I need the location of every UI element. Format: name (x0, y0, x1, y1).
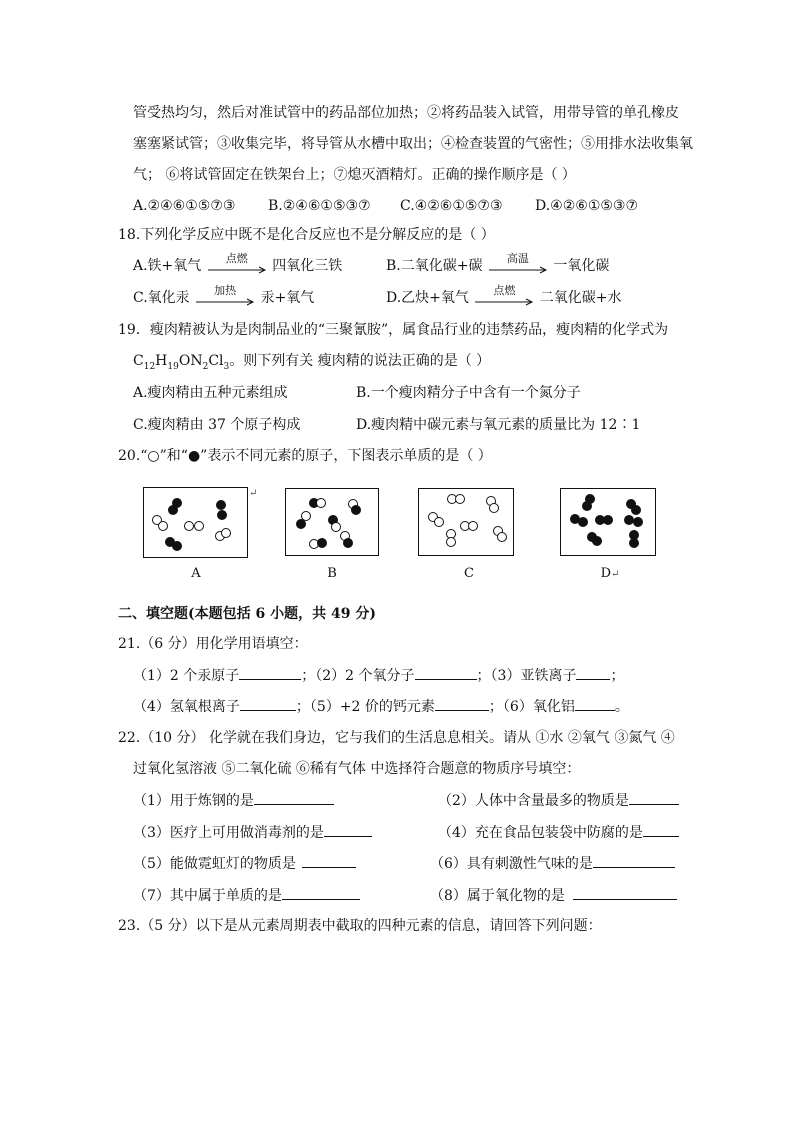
q18-b-left: B.二氧化碳+碳 (386, 258, 483, 274)
q22-item6 (430, 853, 675, 874)
figure-label-b: B (327, 566, 337, 581)
molecule-diagram-c (419, 489, 513, 555)
q18-a-left: A.铁+氧气 (133, 258, 202, 274)
white-atom (222, 529, 231, 538)
q17-option-c: C.④②⑥①⑤⑦③ (400, 198, 503, 214)
q17-option-a: A.②④⑥①⑤⑦③ (133, 198, 236, 214)
answer-blank[interactable] (239, 665, 301, 680)
q21-row1 (133, 665, 624, 686)
molecule-diagram-a (144, 488, 247, 557)
q18-c-right: 汞+氧气 (260, 290, 315, 306)
reaction-arrow (487, 252, 549, 276)
q19-option-c: C.瘦肉精由 37 个原子构成 (133, 417, 301, 433)
black-atom (583, 502, 592, 511)
q18-b-right: 一氧化碳 (553, 258, 610, 274)
return-mark-d: ↵ (611, 569, 620, 580)
q21-item2: ；（2）2 个氧分子 (301, 668, 415, 684)
reaction-arrow (473, 284, 535, 308)
black-atom (579, 518, 588, 527)
black-atom (297, 520, 306, 529)
formula-sub-h: 19 (167, 361, 179, 372)
section-title: 二、填空题(本题包括 6 小题，共 49 分) (118, 606, 376, 622)
white-atom (317, 499, 326, 508)
white-atom (447, 538, 456, 547)
q19-line2-rest: 。则下列有关 瘦肉精的说法正确的是（ ） (229, 353, 491, 369)
q22-item2-text: （2）人体中含量最多的物质是 (438, 793, 629, 809)
black-atom (173, 542, 182, 551)
answer-blank[interactable] (302, 853, 356, 868)
formula-sub-n: 2 (202, 361, 209, 372)
answer-blank[interactable] (643, 822, 679, 837)
white-atom (159, 522, 168, 531)
answer-blank[interactable] (576, 665, 610, 680)
q22-item4 (438, 822, 679, 843)
q22-item1 (133, 790, 334, 811)
answer-blank[interactable] (435, 696, 489, 711)
reaction-arrow (206, 252, 268, 276)
black-atom (169, 506, 178, 515)
q22-item5 (133, 853, 356, 874)
q19-option-b: B.一个瘦肉精分子中含有一个氮分子 (356, 385, 581, 401)
answer-blank[interactable] (629, 790, 679, 805)
q22-item8 (430, 885, 677, 906)
q21-item3: ；（3）亚铁离子 (476, 668, 577, 684)
q22-item7 (133, 885, 360, 906)
q18-d-left: D.乙炔+氧气 (386, 290, 469, 306)
black-atom (632, 506, 641, 515)
q19-option-a: A.瘦肉精由五种元素组成 (133, 385, 288, 401)
white-atom (498, 533, 507, 542)
q22-item3-text: （3）医疗上可用做消毒剂的是 (133, 825, 324, 841)
answer-blank[interactable] (324, 822, 372, 837)
q18-c-condition: 加热 (214, 284, 237, 297)
formula-sub-cl: 3 (223, 361, 230, 372)
q23-stem: 23.（5 分）以下是从元素周期表中截取的四种元素的信息，请回答下列问题： (118, 918, 602, 934)
formula-h: H (155, 353, 168, 369)
q22-line1: 22.（10 分） 化学就在我们身边，它与我们的生活息息相关。请从 ①水 ②氧气 ③氮气 ④ (118, 730, 675, 746)
q21-item5: ；（5）+2 价的钙元素 (295, 699, 435, 715)
q18-d-condition: 点燃 (493, 284, 516, 297)
q22-line2: 过氧化氢溶液 ⑤二氧化硫 ⑥稀有气体 中选择符合题意的物质序号填空： (133, 761, 581, 777)
white-atom (302, 512, 311, 521)
q17-line2: 塞塞紧试管；③收集完毕，将导管从水槽中取出；④检查装置的气密性；⑤用排水法收集氧 (133, 136, 693, 152)
black-atom (604, 516, 613, 525)
q22-item4-text: （4）充在食品包装袋中防腐的是 (438, 825, 643, 841)
white-atom (490, 504, 499, 513)
answer-blank[interactable] (573, 885, 677, 900)
answer-blank[interactable] (575, 696, 615, 711)
black-atom (593, 537, 602, 546)
molecule-diagram-d (561, 489, 655, 555)
black-atom (344, 539, 353, 548)
q18-option-c (133, 284, 315, 308)
q20-stem: 20.“○”和“●”表示不同元素的原子，下图表示单质的是（ ） (118, 448, 492, 464)
figure-box-d (560, 488, 656, 556)
black-atom (630, 539, 639, 548)
q22-item3 (133, 822, 372, 843)
q22-item1-text: （1）用于炼钢的是 (133, 793, 254, 809)
figure-label-a: A (191, 566, 201, 581)
q18-option-d (386, 284, 622, 308)
white-atom (332, 523, 341, 532)
formula-cl: Cl (208, 353, 224, 369)
figure-box-c (418, 488, 514, 556)
q22-item8-text: （8）属于氧化物的是 (430, 888, 565, 904)
q18-option-a (133, 252, 343, 276)
figure-label-d (590, 566, 630, 581)
q21-item3-end: ； (610, 668, 625, 684)
answer-blank[interactable] (415, 665, 477, 680)
arrow-icon (206, 266, 268, 274)
q21-item4: （4）氢氧根离子 (133, 699, 240, 715)
q21-item1: （1）2 个汞原子 (133, 668, 240, 684)
white-atom (469, 522, 478, 531)
q19-line1: 19．瘦肉精被认为是肉制品业的“三聚氰胺”，属食品行业的违禁药品，瘦肉精的化学式为 (118, 322, 669, 338)
figure-label-c: C (464, 566, 474, 581)
q19-option-d: D.瘦肉精中碳元素与氧元素的质量比为 12∶1 (356, 417, 641, 433)
answer-blank[interactable] (282, 885, 360, 900)
figure-box-a (143, 487, 248, 558)
white-atom (456, 495, 465, 504)
arrow-icon (487, 266, 549, 274)
formula-sub-c: 12 (143, 361, 156, 372)
q18-option-b (386, 252, 610, 276)
white-atom (185, 522, 194, 531)
return-mark-a: ↵ (249, 488, 258, 499)
arrow-icon (194, 298, 256, 306)
q18-c-left: C.氧化汞 (133, 290, 190, 306)
black-atom (634, 518, 643, 527)
figure-box-b (285, 488, 379, 556)
white-atom (195, 522, 204, 531)
formula-c: C (133, 353, 144, 369)
q18-stem: 18.下列化学反应中既不是化合反应也不是分解反应的是（ ） (118, 227, 495, 243)
q18-a-right: 四氧化三铁 (272, 258, 343, 274)
q21-item6: ；（6）氧化铝 (488, 699, 575, 715)
q22-item6-text: （6）具有刺激性气味的是 (430, 856, 593, 872)
q17-option-b: B.②④⑥①⑤③⑦ (268, 198, 371, 214)
formula-on: ON (178, 353, 203, 369)
molecule-diagram-b (286, 489, 378, 555)
q17-line1: 管受热均匀，然后对准试管中的药品部位加热；②将药品装入试管，用带导管的单孔橡皮 (133, 105, 679, 121)
q17-line3: 气； ⑥将试管固定在铁架台上；⑦熄灭酒精灯。正确的操作顺序是（ ） (133, 167, 576, 183)
answer-blank[interactable] (254, 790, 334, 805)
q18-d-right: 二氧化碳+水 (539, 290, 622, 306)
black-atom (217, 501, 226, 510)
q21-stem: 21.（6 分）用化学用语填空： (118, 636, 308, 652)
q21-item6-end: 。 (614, 699, 629, 715)
q18-b-condition: 高温 (506, 252, 529, 265)
black-atom (318, 539, 327, 548)
q22-item5-text: （5）能做霓虹灯的物质是 (133, 856, 296, 872)
q19-line2 (133, 351, 490, 371)
black-atom (218, 511, 227, 520)
reaction-arrow (194, 284, 256, 308)
answer-blank[interactable] (593, 853, 675, 868)
q17-option-d: D.④②⑥①⑤③⑦ (535, 198, 639, 214)
arrow-icon (473, 298, 535, 306)
black-atom (625, 516, 634, 525)
white-atom (435, 518, 444, 527)
black-atom (352, 506, 361, 515)
q18-a-condition: 点燃 (225, 252, 248, 265)
q22-item7-text: （7）其中属于单质的是 (133, 888, 282, 904)
figure-label-d-text: D (600, 566, 612, 581)
q21-row2 (133, 696, 629, 717)
answer-blank[interactable] (240, 696, 296, 711)
q22-item2 (438, 790, 679, 811)
